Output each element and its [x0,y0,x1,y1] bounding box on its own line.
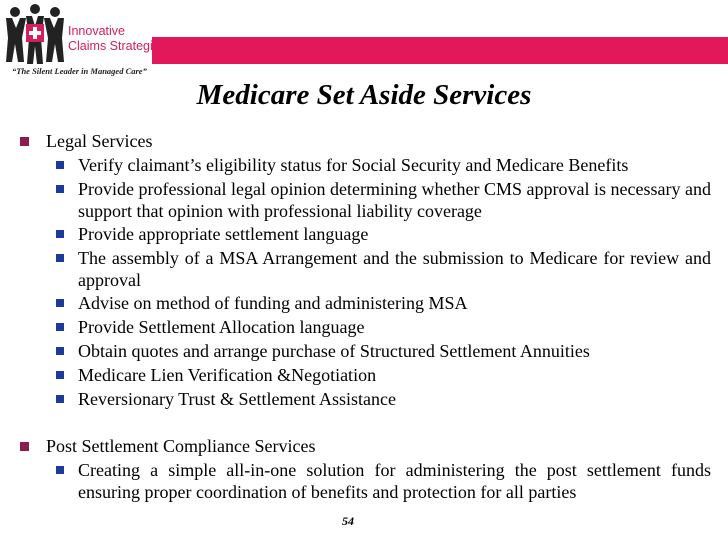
header-band [152,37,728,64]
company-logo [4,4,176,76]
list-item: Provide professional legal opinion determining whether CMS approval is necessary and support that opinion with professional liability coverage [78,179,711,221]
section-heading-legal: Legal Services [46,131,153,151]
section-bullet [20,442,29,451]
item-bullet [56,347,64,355]
list-item: Creating a simple all-in-one solution for administering the post settlement funds ensuring proper coordination of benefits and protection for all parties [78,460,711,502]
slide-title: Medicare Set Aside Services [196,79,532,111]
item-bullet [56,299,64,307]
list-item: Verify claimant’s eligibility status for Social Security and Medicare Benefits [78,155,629,175]
brand-tagline: “The Silent Leader in Managed Care” [12,66,147,76]
item-bullet [56,395,64,403]
brand-name-line2: Claims Strategies [68,39,166,53]
section-bullet [20,137,29,146]
list-item: Provide Settlement Allocation language [78,317,365,337]
section-heading-post-settlement: Post Settlement Compliance Services [46,436,316,456]
list-item: Advise on method of funding and administering MSA [78,293,468,313]
item-bullet [56,371,64,379]
list-item: Reversionary Trust & Settlement Assistance [78,389,396,409]
people-figures-icon [6,4,64,66]
page-number: 54 [342,514,354,528]
list-item: The assembly of a MSA Arrangement and the submission to Medicare for review and approval [78,248,711,290]
item-bullet [56,466,64,474]
list-item: Medicare Lien Verification &Negotiation [78,365,377,385]
item-bullet [56,185,64,193]
item-bullet [56,230,64,238]
brand-name-line1: Innovative [68,24,125,38]
item-bullet [56,254,64,262]
list-item: Obtain quotes and arrange purchase of Structured Settlement Annuities [78,341,590,361]
item-bullet [56,161,64,169]
list-item: Provide appropriate settlement language [78,224,369,244]
item-bullet [56,323,64,331]
